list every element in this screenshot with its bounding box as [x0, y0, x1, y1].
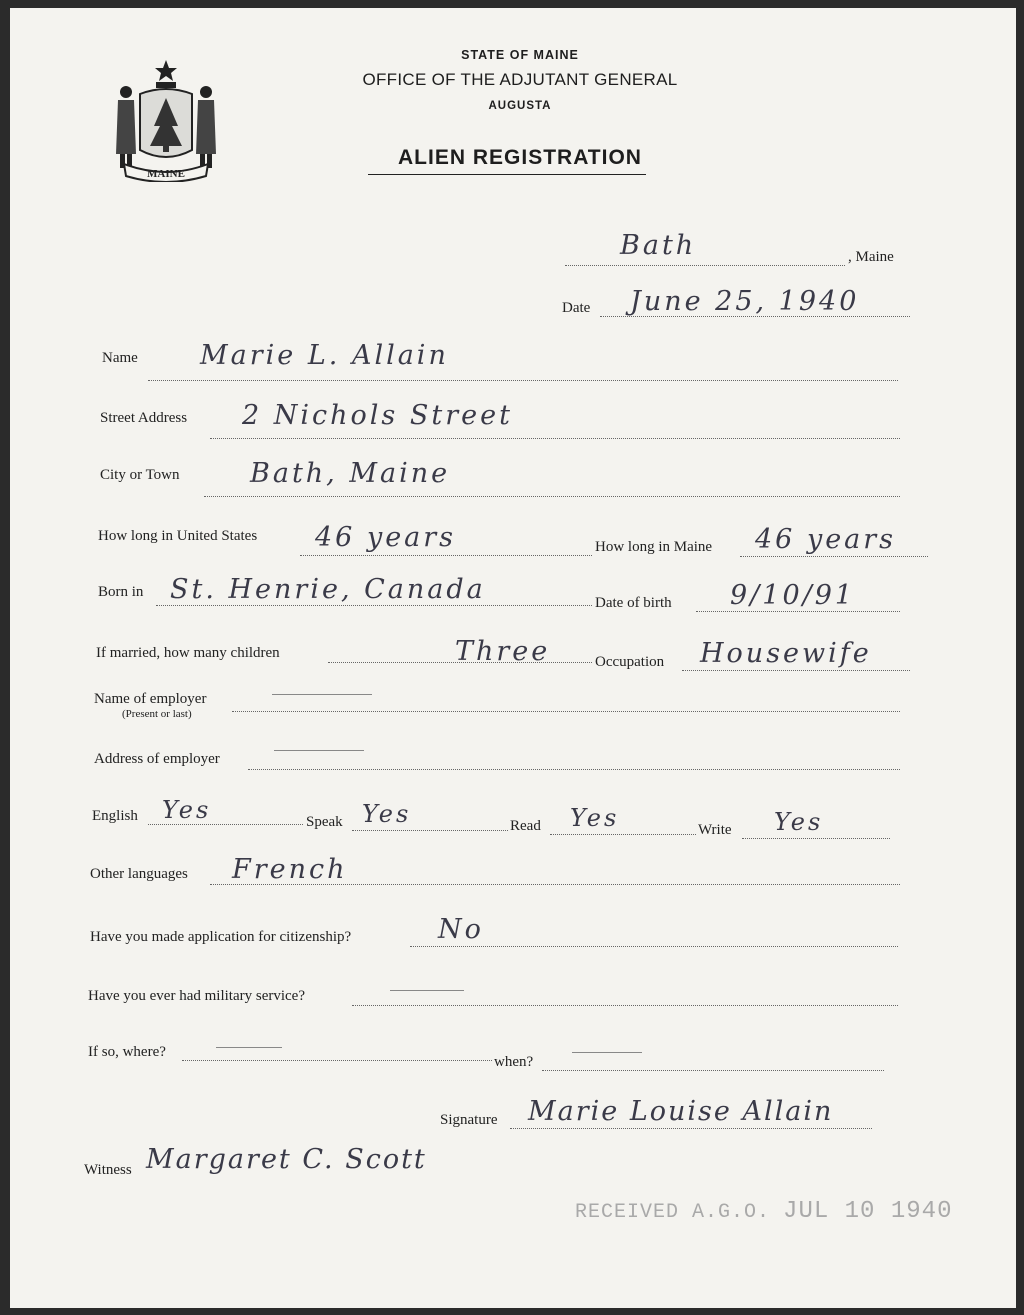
city-label: City or Town [100, 467, 180, 483]
name-value: Marie L. Allain [200, 340, 449, 371]
when-blank-dash [572, 1052, 642, 1053]
dob-value: 9/10/91 [730, 580, 856, 611]
name-line [148, 380, 898, 381]
witness-value: Margaret C. Scott [146, 1144, 427, 1175]
employer-address-label: Address of employer [94, 751, 220, 767]
citizenship-line [410, 946, 898, 947]
how-long-maine-line [740, 556, 928, 557]
maine-state-seal [110, 54, 222, 182]
write-value: Yes [774, 808, 824, 836]
military-label: Have you ever had military service? [88, 988, 305, 1004]
employer-line [232, 711, 900, 712]
employer-address-blank-dash [274, 750, 364, 751]
place-value: Bath [620, 230, 697, 261]
dob-line [696, 611, 900, 612]
english-value: Yes [162, 796, 212, 824]
signature-label: Signature [440, 1112, 498, 1128]
city-heading: AUGUSTA [488, 100, 552, 112]
name-label: Name [102, 350, 138, 366]
write-line [742, 838, 890, 839]
street-line [210, 438, 900, 439]
read-value: Yes [570, 804, 620, 832]
when-label: when? [494, 1054, 534, 1070]
speak-label: Speak [306, 814, 343, 830]
registration-form [10, 8, 1016, 1308]
how-long-us-line [300, 555, 592, 556]
english-label: English [92, 808, 138, 824]
read-line [550, 834, 696, 835]
speak-line [352, 830, 508, 831]
stamp-date: JUL 10 1940 [783, 1198, 953, 1225]
how-long-maine-label: How long in Maine [595, 539, 713, 555]
children-label: If married, how many children [96, 645, 280, 661]
how-long-us-value: 46 years [315, 522, 457, 553]
received-stamp [575, 1198, 952, 1225]
write-label: Write [698, 822, 732, 838]
street-label: Street Address [100, 410, 188, 426]
children-value: Three [455, 636, 551, 667]
military-blank-dash [390, 990, 464, 991]
employer-address-line [248, 769, 900, 770]
citizenship-label: Have you made application for citizenship? [90, 929, 352, 945]
how-long-us-label: How long in United States [98, 528, 258, 544]
date-label: Date [562, 300, 591, 316]
born-in-line [156, 605, 592, 606]
born-in-label: Born in [98, 584, 144, 600]
where-line [182, 1060, 492, 1061]
city-value: Bath, Maine [250, 458, 451, 489]
witness-label: Witness [84, 1162, 132, 1178]
place-suffix: , Maine [848, 249, 894, 265]
state-heading: STATE OF MAINE [461, 48, 579, 62]
how-long-maine-value: 46 years [755, 524, 897, 555]
occupation-label: Occupation [595, 654, 665, 670]
place-line [565, 265, 845, 266]
where-label: If so, where? [88, 1044, 166, 1060]
signature-value: Marie Louise Allain [528, 1096, 834, 1127]
other-languages-value: French [232, 854, 348, 885]
employer-label: Name of employer [94, 691, 207, 707]
office-heading: OFFICE OF THE ADJUTANT GENERAL [362, 70, 678, 89]
employer-blank-dash [272, 694, 372, 695]
title-underline [368, 174, 646, 175]
city-line [204, 496, 900, 497]
dob-label: Date of birth [595, 595, 672, 611]
stamp-prefix: RECEIVED A.G.O. [575, 1201, 771, 1224]
citizenship-value: No [438, 914, 484, 945]
where-blank-dash [216, 1047, 282, 1048]
signature-line [510, 1128, 872, 1129]
street-value: 2 Nichols Street [242, 400, 513, 431]
speak-value: Yes [362, 800, 412, 828]
occupation-line [682, 670, 910, 671]
employer-sublabel: (Present or last) [122, 708, 192, 720]
born-in-value: St. Henrie, Canada [170, 574, 486, 605]
military-line [352, 1005, 898, 1006]
other-languages-label: Other languages [90, 866, 188, 882]
svg-text:MAINE: MAINE [147, 168, 185, 180]
read-label: Read [510, 818, 541, 834]
english-line [148, 824, 303, 825]
date-value: June 25, 1940 [630, 286, 860, 317]
occupation-value: Housewife [700, 638, 872, 669]
form-title: ALIEN REGISTRATION [398, 146, 642, 169]
when-line [542, 1070, 884, 1071]
